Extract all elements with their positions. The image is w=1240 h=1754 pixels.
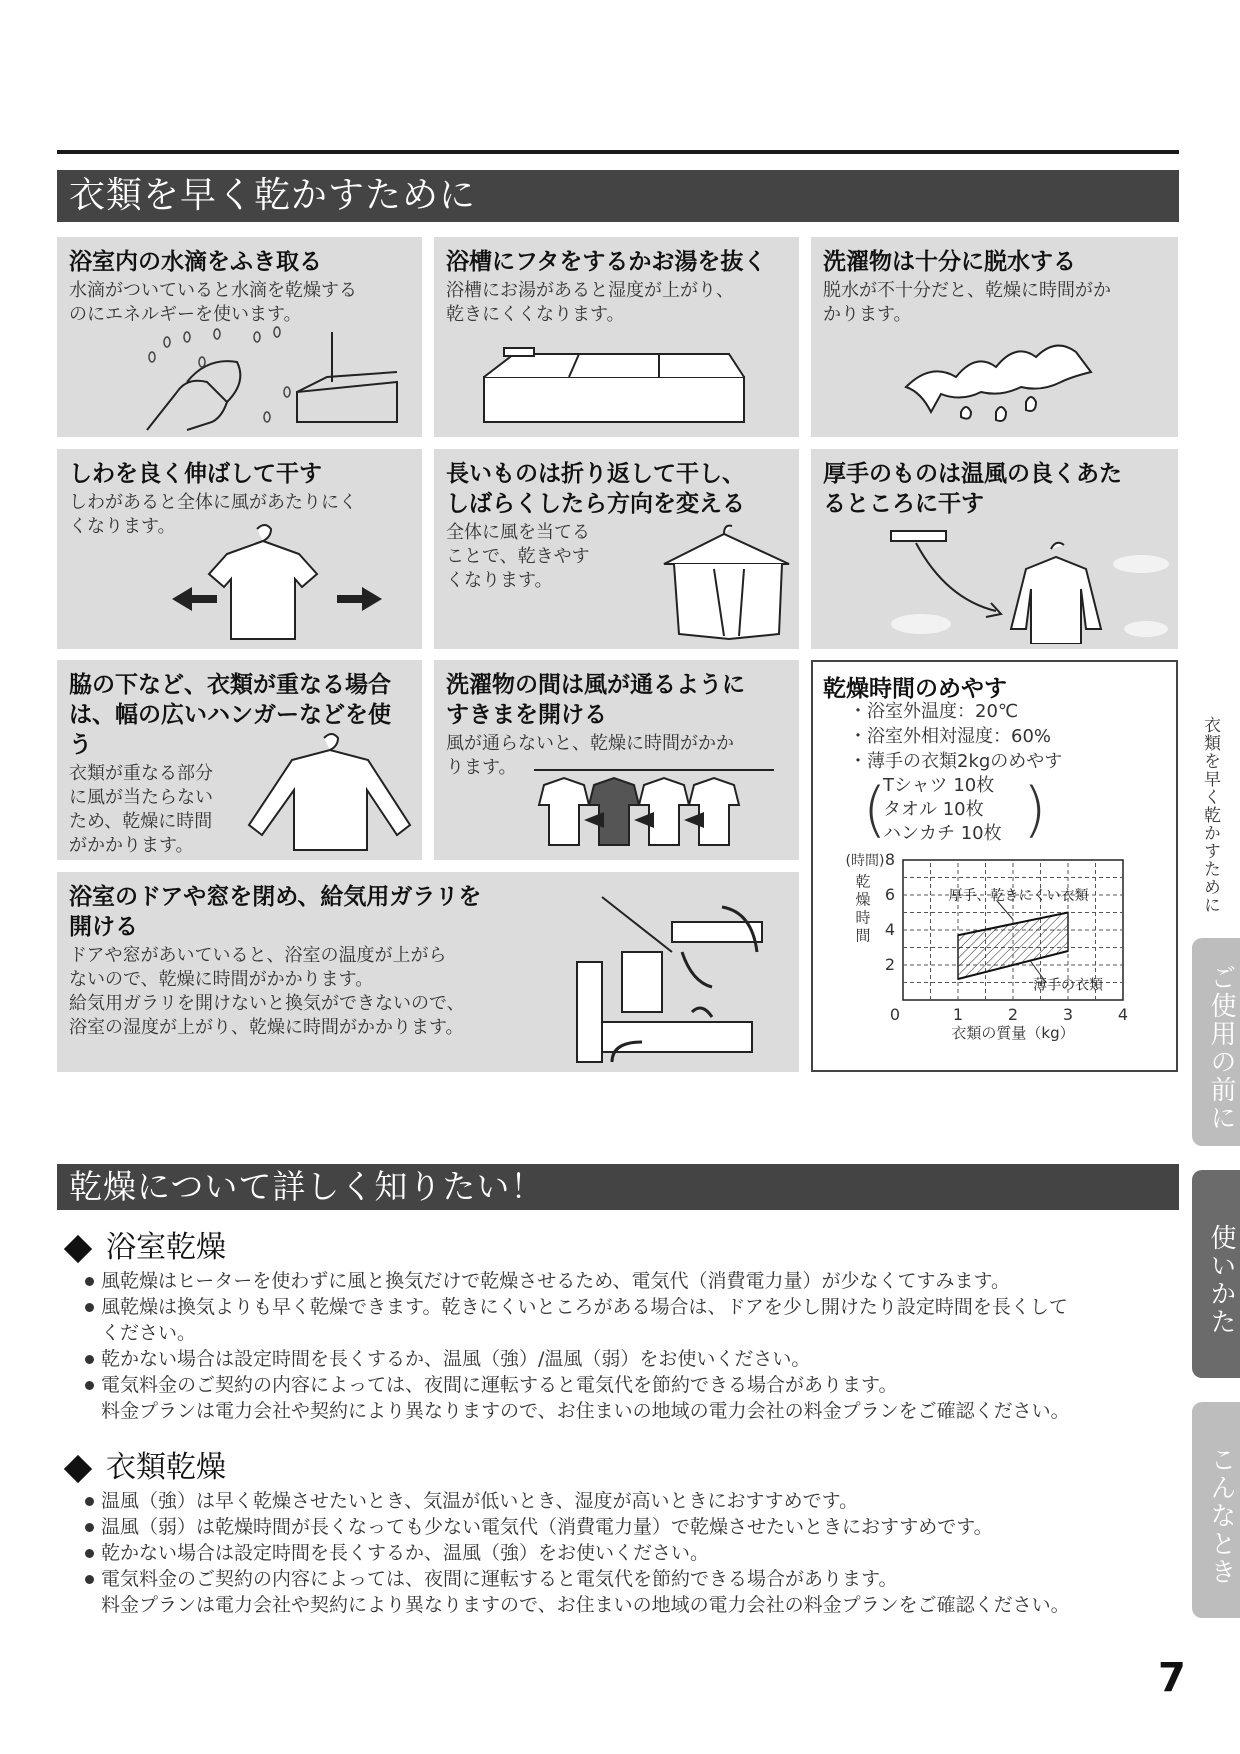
tip-title: 洗濯物は十分に脱水する	[823, 249, 1076, 275]
section-title-quick-dry: 衣類を早く乾かすために	[57, 170, 1179, 222]
y-axis-unit: (時間)	[845, 853, 885, 869]
x-tick-label: 3	[1062, 1005, 1074, 1024]
tip-card-smooth-wrinkles	[57, 449, 422, 649]
bullet-text: 温風（強）は早く乾燥させたいとき、気温が低いとき、湿度が高いときにおすすめです。	[101, 1490, 859, 1512]
tip-desc: ドアや窓があいていると、浴室の温度が上がら ないので、乾燥に時間がかかります。 給気用ガラリを開けないと換気ができないので、 浴室の湿度が上がり、乾燥に時間がかかります。	[69, 945, 465, 1038]
clothes-drying-list	[85, 1488, 1185, 1618]
x-tick-label: 0	[889, 1005, 901, 1024]
bullet-text: 電気料金のご契約の内容によっては、夜間に運転すると電気代を節約できる場合があります。	[101, 1374, 898, 1396]
y-tick-label: 4	[884, 920, 895, 939]
y-axis-label-char: 燥	[855, 890, 871, 909]
tip-title: 洗濯物の間は風が通るように すきまを開ける	[446, 672, 745, 728]
bullet-text: 風乾燥は換気よりも早く乾燥できます。乾きにくいところがある場合は、ドアを少し開けたり設定時間を長くして	[101, 1296, 1068, 1318]
subheading-text: 浴室乾燥	[106, 1230, 226, 1265]
guide-items	[883, 774, 1002, 846]
bullet-text: 温風（弱）は乾燥時間が長くなっても少ない電気代（消費電力量）で乾燥させたいときにおすすめです。	[101, 1516, 993, 1538]
bracket-left: (	[863, 775, 887, 845]
side-section-label: 衣類を早く乾かすために	[1200, 716, 1220, 914]
section-title-drying-details: 乾燥について詳しく知りたい！	[57, 1164, 1179, 1210]
bullet-text: 乾かない場合は設定時間を長くするか、温風（強）/温風（弱）をお使いください。	[101, 1348, 811, 1370]
tip-card-cover-bathtub	[434, 237, 799, 437]
bullet-text: 料金プランは電力会社や契約により異なりますので、お住まいの地域の電力会社の料金プランをご確認ください。	[101, 1594, 1070, 1616]
tip-desc: 全体に風を当てる ことで、乾きやす くなります。	[446, 522, 590, 591]
tip-card-close-doors	[57, 872, 799, 1072]
tip-title: 長いものは折り返して干し、 しばらくしたら方向を変える	[446, 461, 745, 517]
series-label-thin: 薄手の衣類	[1033, 977, 1103, 994]
guide-item: Tシャツ 10枚	[883, 775, 995, 796]
tip-card-fold-long-items	[434, 449, 799, 649]
bullet-text: 電気料金のご契約の内容によっては、夜間に運転すると電気代を節約できる場合があります。	[101, 1568, 898, 1590]
guide-item: タオル 10枚	[883, 799, 984, 820]
y-tick-label: 6	[884, 885, 895, 904]
bathtub-cover-icon	[474, 342, 774, 427]
side-tab-troubleshooting[interactable]: こんなとき	[1192, 1402, 1240, 1618]
x-tick-label: 2	[1007, 1005, 1019, 1024]
bullet-text: 乾かない場合は設定時間を長くするか、温風（強）をお使いください。	[101, 1542, 710, 1564]
tip-title: 脇の下など、衣類が重なる場合 は、幅の広いハンガーなどを使う	[69, 672, 391, 758]
y-tick-label: 8	[884, 850, 895, 869]
list-item	[85, 1372, 1185, 1424]
tip-desc: 水滴がついていると水滴を乾燥する のにエネルギーを使います。	[69, 280, 357, 325]
tip-card-wide-hanger	[57, 660, 422, 860]
list-item	[85, 1540, 1185, 1566]
guide-item: ハンカチ 10枚	[883, 823, 1002, 844]
tip-desc: 衣類が重なる部分 に風が当たらない ため、乾燥に時間 がかかります。	[69, 763, 213, 856]
tip-desc: 風が通らないと、乾燥に時間がかか ります。	[446, 733, 734, 778]
guide-condition: ・薄手の衣類2kgのめやす	[849, 751, 1063, 772]
list-item	[85, 1514, 1185, 1540]
y-axis-label-char: 間	[855, 926, 871, 945]
list-item	[85, 1488, 1185, 1514]
warm-air-sweater-icon	[886, 529, 1171, 644]
y-tick-label: 2	[884, 955, 895, 974]
list-item	[85, 1294, 1185, 1346]
x-tick-label: 4	[1117, 1005, 1129, 1024]
tip-card-spin-dry	[811, 237, 1178, 437]
guide-title: 乾燥時間のめやす	[823, 676, 1007, 702]
subheading-text: 衣類乾燥	[106, 1450, 226, 1485]
x-axis-label: 衣類の質量（kg）	[951, 1024, 1075, 1042]
y-axis-label-char: 時	[855, 908, 871, 927]
diamond-icon	[64, 1234, 92, 1262]
tip-desc: 浴槽にお湯があると湿度が上がり、 乾きにくくなります。	[446, 280, 734, 325]
tip-title: 浴室内の水滴をふき取る	[69, 249, 322, 275]
bullet-text: 風乾燥はヒーターを使わずに風と換気だけで乾燥させるため、電気代（消費電力量）が少なくてすみます。	[101, 1270, 1010, 1292]
wide-hanger-shirt-icon	[242, 730, 417, 855]
list-item	[85, 1346, 1185, 1372]
page-number: 7	[1158, 1655, 1186, 1701]
y-axis-label-char: 乾	[855, 872, 871, 891]
tip-title: 厚手のものは温風の良くあた るところに干す	[823, 461, 1122, 517]
pants-hanger-icon	[654, 524, 799, 644]
bathroom-drying-list	[85, 1268, 1185, 1424]
tip-card-wipe-droplets	[57, 237, 422, 437]
tshirt-stretch-icon	[167, 519, 387, 644]
tip-card-space-between	[434, 660, 799, 860]
x-tick-label: 1	[952, 1005, 964, 1024]
top-rule	[57, 150, 1179, 154]
drying-time-chart	[813, 840, 1176, 1070]
diamond-icon	[64, 1454, 92, 1482]
tip-title: しわを良く伸ばして干す	[69, 461, 322, 487]
wiping-illustration-icon	[127, 322, 417, 432]
spaced-laundry-icon	[534, 760, 774, 855]
list-item	[85, 1268, 1185, 1294]
side-tab-how-to-use[interactable]: 使いかた	[1192, 1170, 1240, 1378]
twisted-cloth-icon	[901, 332, 1101, 432]
tip-title: 浴室のドアや窓を閉め、給気用ガラリを 開ける	[69, 884, 482, 940]
bullet-text: 料金プランは電力会社や契約により異なりますので、お住まいの地域の電力会社の料金プランをご確認ください。	[101, 1400, 1070, 1422]
drying-time-guide-card	[811, 660, 1178, 1072]
guide-condition: ・浴室外相対湿度：60%	[849, 726, 1052, 747]
subheading-bathroom-drying	[60, 1222, 226, 1266]
side-tab-before-use[interactable]: ご使用の前に	[1192, 938, 1240, 1146]
subheading-clothes-drying	[60, 1442, 226, 1486]
bracket-right: )	[1023, 775, 1047, 845]
guide-condition: ・浴室外温度：20℃	[849, 701, 1019, 722]
tip-desc: しわがあると全体に風があたりにく くなります。	[69, 492, 357, 537]
tip-card-thick-items	[811, 449, 1178, 649]
tip-title: 浴槽にフタをするかお湯を抜く	[446, 249, 767, 275]
tip-desc: 脱水が不十分だと、乾燥に時間がか かります。	[823, 280, 1111, 325]
series-label-thick: 厚手、乾きにくい衣類	[948, 888, 1089, 904]
list-item	[85, 1566, 1185, 1618]
bathroom-airflow-icon	[572, 892, 797, 1067]
bullet-text: ください。	[101, 1322, 197, 1344]
